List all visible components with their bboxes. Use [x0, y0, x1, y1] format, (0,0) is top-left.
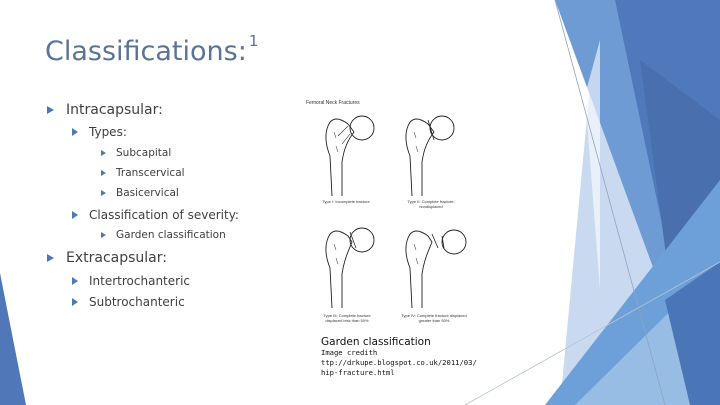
figure-title: Femoral Neck Fractures [306, 100, 360, 106]
caption-title: Garden classification [321, 336, 431, 348]
bullet-text: Types: [89, 125, 127, 139]
bullet-item [101, 187, 179, 199]
bullet-item [101, 229, 226, 241]
bullet-text: Garden classification [116, 229, 226, 241]
title-superscript: 1 [248, 32, 259, 50]
bullet-arrow-icon [47, 106, 54, 114]
bullet-item [101, 167, 185, 179]
bullet-item [72, 274, 190, 288]
bullet-arrow-icon [72, 298, 78, 306]
bullet-text: Transcervical [116, 167, 185, 179]
bullet-arrow-icon [101, 170, 106, 176]
bullet-item [101, 147, 171, 159]
left-accent-triangle [0, 273, 26, 405]
bullet-item [72, 208, 239, 222]
image-caption [321, 336, 477, 378]
bullet-arrow-icon [72, 128, 78, 136]
figure-caption-type-3: Type III: Complete fracture displaced less than 50% [323, 313, 371, 323]
femur-type-4-drawing [406, 230, 466, 308]
femur-type-2-drawing [406, 116, 454, 196]
bullet-text: Subtrochanteric [89, 295, 185, 309]
bullet-arrow-icon [101, 190, 106, 196]
bullet-text: Subcapital [116, 147, 172, 159]
bullet-item [72, 295, 185, 309]
bullet-arrow-icon [72, 211, 78, 219]
bullet-arrow-icon [47, 254, 54, 262]
femur-type-3-drawing [326, 228, 374, 308]
caption-credit-line: Image credith [321, 348, 378, 357]
bullet-arrow-icon [72, 277, 78, 285]
caption-credit-line: ttp://drkupe.blogspot.co.uk/2011/03/ [321, 358, 477, 367]
slide-title [45, 32, 259, 67]
garden-classification-figure [300, 98, 478, 330]
figure-caption-type-2: Type II: Complete fracture, nondisplaced [407, 199, 455, 209]
bullet-item [47, 102, 163, 118]
bullet-item [47, 250, 167, 266]
figure-caption-type-1: Type I: Incomplete fracture [322, 199, 370, 204]
bullet-text: Extracapsular: [66, 250, 167, 266]
bullet-arrow-icon [101, 150, 106, 156]
bullet-arrow-icon [101, 232, 106, 238]
bullet-text: Intertrochanteric [89, 274, 190, 288]
femur-drawings [300, 98, 478, 330]
title-text: Classifications: [45, 36, 247, 67]
bullet-text: Basicervical [116, 187, 179, 199]
caption-credit-line: hip-fracture.html [321, 368, 395, 377]
bullet-item [72, 125, 127, 139]
bullet-text: Intracapsular: [66, 102, 163, 118]
bullet-text: Classification of severity: [89, 208, 239, 222]
figure-caption-type-4: Type IV: Complete fracture displaced greater than 50% [401, 313, 467, 323]
femur-type-1-drawing [326, 116, 374, 196]
